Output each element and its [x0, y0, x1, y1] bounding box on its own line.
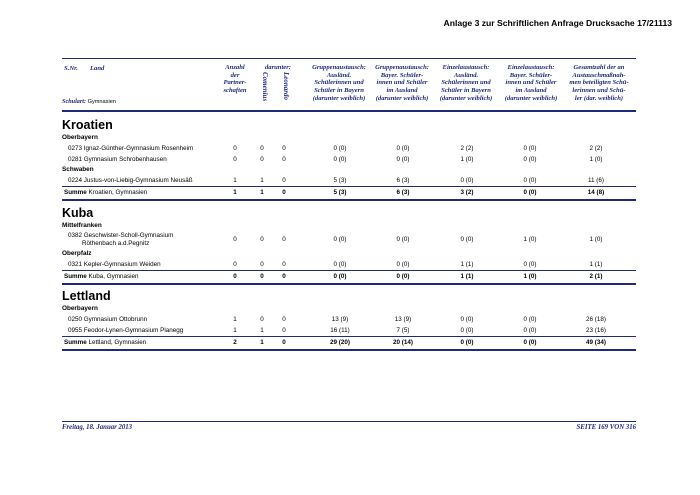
cell-leonardo: 0 — [282, 327, 286, 334]
cell-group-in: 5 (3) — [333, 177, 347, 184]
header-schulart — [62, 98, 116, 105]
header-col6-line: Schülerinnen und — [441, 79, 491, 87]
cell-anzahl: 1 — [233, 177, 237, 184]
header-col8-line: Austauschmaßnah- — [572, 71, 626, 79]
sum-anzahl: 0 — [233, 273, 237, 280]
sum-total: 49 (34) — [586, 339, 606, 346]
footer-page: SEITE 169 VON 316 — [576, 424, 636, 431]
sum-single-in: 0 (0) — [460, 339, 474, 346]
summary-label-text: Lettland, Gymnasien — [88, 339, 147, 346]
header-col5-line: (darunter weiblich) — [375, 94, 429, 102]
cell-total: 2 (2) — [589, 145, 603, 152]
cell-single-out: 0 (0) — [523, 177, 537, 184]
summary-row — [62, 336, 636, 349]
cell-single-in: 2 (2) — [460, 145, 474, 152]
header-anzahl-line: Partner- — [223, 79, 247, 87]
country-name: Kuba — [62, 206, 94, 220]
country-section-kuba — [62, 205, 636, 285]
sum-leonardo: 0 — [282, 339, 286, 346]
sum-single-out: 0 (0) — [523, 339, 537, 346]
cell-group-in: 13 (9) — [331, 316, 349, 323]
summary-label-bold: Summe — [64, 339, 87, 346]
header-col8-line: Gesamtzahl der an — [573, 64, 625, 71]
header-col8-line: men beteiligten Schü- — [569, 79, 629, 87]
summary-label-bold: Summe — [64, 273, 87, 280]
country-name: Lettland — [62, 289, 111, 303]
cell-total: 26 (18) — [586, 316, 606, 323]
header-anzahl-line: schaften — [223, 87, 247, 95]
header-col8-line: lerinnen und Schü- — [572, 87, 626, 95]
header-col7 — [497, 64, 565, 103]
sum-single-out: 1 (0) — [523, 273, 537, 280]
school-name-line1: 0382 Geschwister-Scholl-Gymnasium — [68, 232, 174, 239]
sum-group-in: 0 (0) — [333, 273, 347, 280]
cell-comenius: 0 — [260, 316, 264, 323]
cell-comenius: 0 — [260, 145, 264, 152]
sum-comenius: 1 — [260, 189, 264, 196]
school-name: 0321 Kepler-Gymnasium Weiden — [68, 261, 161, 268]
table-row — [62, 175, 636, 186]
cell-group-out: 0 (0) — [396, 145, 410, 152]
header-anzahl-line: der — [230, 71, 240, 79]
cell-total: 23 (16) — [586, 327, 606, 334]
sum-anzahl: 1 — [233, 189, 237, 196]
header-col8-line: ler (dar. weiblich) — [574, 94, 624, 102]
cell-total: 1 (1) — [589, 261, 603, 268]
header-snr: S.Nr. — [64, 65, 78, 72]
cell-group-in: 0 (0) — [333, 156, 347, 163]
header-col5-line: Gruppenaustausch: — [375, 64, 429, 71]
region-name: Oberbayern — [62, 305, 98, 312]
section-bottom-rule — [62, 349, 636, 351]
sum-group-out: 20 (14) — [393, 339, 413, 346]
cell-single-out: 0 (0) — [523, 261, 537, 268]
cell-group-in: 0 (0) — [333, 145, 347, 152]
section-bottom-rule — [62, 199, 636, 201]
sum-single-in: 3 (2) — [460, 189, 474, 196]
cell-single-in: 1 (0) — [460, 156, 474, 163]
sum-total: 14 (8) — [587, 189, 605, 196]
header-col4 — [305, 64, 373, 103]
schulart-label: Schulart: — [62, 98, 87, 105]
sum-leonardo: 0 — [282, 189, 286, 196]
school-name: 0281 Gymnasium Schrobenhausen — [68, 156, 167, 163]
footer-date: Freitag, 18. Januar 2013 — [62, 424, 133, 431]
sum-single-out: 0 (0) — [523, 189, 537, 196]
header-col6-line: Einzelaustausch: — [442, 64, 490, 71]
cell-group-in: 16 (11) — [330, 327, 350, 334]
header-anzahl — [212, 64, 258, 95]
cell-comenius: 0 — [260, 261, 264, 268]
cell-single-in: 0 (0) — [460, 177, 474, 184]
summary-row — [62, 186, 636, 199]
header-col5 — [368, 64, 436, 103]
cell-anzahl: 0 — [233, 236, 237, 243]
cell-group-out: 0 (0) — [396, 236, 410, 243]
cell-single-out: 0 (0) — [523, 156, 537, 163]
header-col8 — [562, 64, 636, 103]
header-col7-line: Einzelaustausch: — [507, 64, 555, 71]
sum-comenius: 1 — [260, 339, 264, 346]
cell-comenius: 0 — [260, 156, 264, 163]
header-col4-line: Schülerinnen und — [314, 79, 364, 87]
cell-single-out: 0 (0) — [523, 327, 537, 334]
header-col6-line: Schüler in Bayern — [441, 87, 491, 95]
cell-anzahl: 1 — [233, 316, 237, 323]
cell-comenius: 1 — [260, 177, 264, 184]
summary-label — [64, 271, 139, 283]
cell-total: 1 (0) — [589, 236, 603, 243]
cell-group-in: 0 (0) — [333, 236, 347, 243]
cell-anzahl: 1 — [233, 327, 237, 334]
header-col5-line: Bayer. Schüler- — [380, 71, 424, 79]
cell-leonardo: 0 — [282, 316, 286, 323]
cell-single-out: 1 (0) — [523, 236, 537, 243]
summary-label — [64, 187, 147, 199]
cell-group-out: 6 (3) — [396, 177, 410, 184]
table-row — [62, 143, 636, 154]
header-bottom-rule — [62, 110, 636, 112]
header-col5-line: im Ausland — [386, 87, 418, 95]
header-comenius: Comenius — [261, 72, 269, 102]
school-name-line2: Röthenbach a.d.Pegnitz — [82, 240, 150, 247]
cell-leonardo: 0 — [282, 177, 286, 184]
cell-group-out: 13 (9) — [394, 316, 412, 323]
header-top-rule — [62, 58, 636, 59]
sum-group-out: 6 (3) — [396, 189, 410, 196]
summary-label-text: Kuba, Gymnasien — [88, 273, 139, 280]
cell-comenius: 1 — [260, 327, 264, 334]
school-name: 0224 Justus-von-Liebig-Gymnasium Neusäß — [68, 177, 193, 184]
cell-single-in: 0 (0) — [460, 236, 474, 243]
country-section-lettland — [62, 288, 636, 351]
cell-single-out: 0 (0) — [523, 145, 537, 152]
cell-total: 11 (6) — [588, 177, 604, 184]
schulart-value: Gymnasien — [87, 99, 116, 105]
header-anzahl-line: Anzahl — [225, 64, 245, 71]
summary-label-text: Kroatien, Gymnasien — [88, 189, 148, 196]
header-col6-line: Ausländ. — [453, 71, 479, 79]
header-col7-line: im Ausland — [515, 87, 547, 95]
school-name: 0955 Feodor-Lynen-Gymnasium Planegg — [68, 327, 184, 334]
header-col7-line: Bayer. Schüler- — [509, 71, 553, 79]
region-name: Oberpfalz — [62, 250, 92, 257]
header-col6 — [432, 64, 500, 103]
cell-single-in: 0 (0) — [460, 327, 474, 334]
table-row — [62, 325, 636, 336]
header-col4-line: Schüler in Bayern — [314, 87, 364, 95]
header-col6-line: (darunter weiblich) — [439, 94, 493, 102]
sum-group-in: 5 (3) — [333, 189, 347, 196]
table-row — [62, 314, 636, 325]
header-leonardo: Leonardo — [282, 72, 290, 100]
summary-label — [64, 337, 146, 349]
header-col7-line: innen und Schüler — [505, 79, 557, 87]
header-col4-line: (darunter weiblich) — [312, 94, 366, 102]
school-name: 0250 Gymnasium Ottobrunn — [68, 316, 148, 323]
section-bottom-rule — [62, 283, 636, 285]
sum-comenius: 0 — [260, 273, 264, 280]
cell-leonardo: 0 — [282, 145, 286, 152]
cell-comenius: 0 — [260, 236, 264, 243]
cell-group-in: 0 (0) — [333, 261, 347, 268]
header-col4-line: Gruppenaustausch: — [312, 64, 366, 71]
table-row — [62, 231, 636, 249]
document-title: Anlage 3 zur Schriftlichen Anfrage Drucksache 17/21113 — [443, 18, 672, 28]
header-col5-line: innen und Schüler — [376, 79, 428, 87]
table-row — [62, 154, 636, 165]
region-name: Mittelfranken — [62, 222, 102, 229]
region-name: Schwaben — [62, 166, 94, 173]
region-name: Oberbayern — [62, 134, 98, 141]
sum-single-in: 1 (1) — [460, 273, 474, 280]
sum-leonardo: 0 — [282, 273, 286, 280]
school-name: 0273 Ignaz-Günther-Gymnasium Rosenheim — [68, 145, 194, 152]
table-row — [62, 259, 636, 270]
cell-leonardo: 0 — [282, 261, 286, 268]
cell-leonardo: 0 — [282, 236, 286, 243]
header-col4-line: Ausländ. — [326, 71, 352, 79]
cell-single-in: 0 (0) — [460, 316, 474, 323]
sum-group-in: 29 (20) — [330, 339, 350, 346]
cell-group-out: 0 (0) — [396, 156, 410, 163]
header-darunter: darunter: — [264, 64, 291, 71]
cell-total: 1 (0) — [589, 156, 603, 163]
cell-leonardo: 0 — [282, 156, 286, 163]
summary-row — [62, 270, 636, 283]
footer-rule — [62, 421, 636, 422]
cell-single-out: 0 (0) — [523, 316, 537, 323]
sum-group-out: 0 (0) — [396, 273, 410, 280]
cell-group-out: 7 (5) — [396, 327, 410, 334]
sum-anzahl: 2 — [233, 339, 237, 346]
sum-total: 2 (1) — [589, 273, 603, 280]
school-name — [68, 232, 218, 248]
cell-anzahl: 0 — [233, 261, 237, 268]
cell-anzahl: 0 — [233, 145, 237, 152]
cell-group-out: 0 (0) — [396, 261, 410, 268]
header-col7-line: (darunter weiblich) — [504, 94, 558, 102]
header-land: Land — [90, 65, 105, 72]
country-section-kroatien — [62, 117, 636, 201]
country-name: Kroatien — [62, 118, 113, 132]
cell-anzahl: 0 — [233, 156, 237, 163]
cell-single-in: 1 (1) — [460, 261, 474, 268]
summary-label-bold: Summe — [64, 189, 87, 196]
